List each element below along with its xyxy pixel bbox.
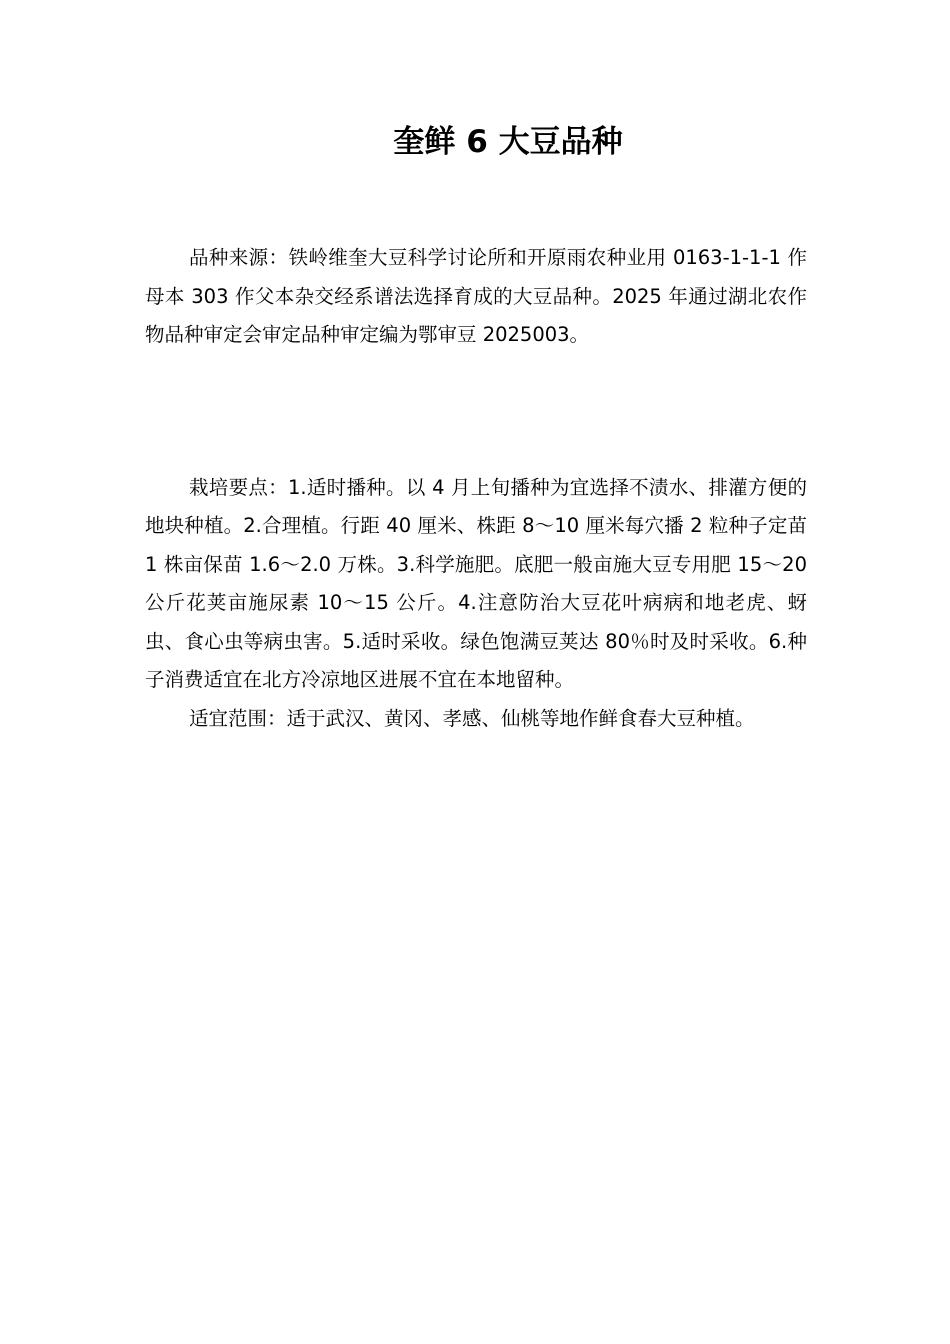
paragraph-suitable-range: 适宜范围：适于武汉、黄冈、孝感、仙桃等地作鲜食春大豆种植。 xyxy=(189,706,755,730)
document-body xyxy=(145,239,807,738)
paragraph-cultivation-points: 栽培要点：1.适时播种。以 4 月上旬播种为宜选择不渍水、排灌方便的地块种植。2.合理植。行距 40 厘米、株距 8～10 厘米每穴播 2 粒种子定苗 1 株亩保苗 1.6～2.0 万株。3.科学施肥。底肥一般亩施大豆专用肥 15～20 公斤花荚亩施尿素 10～15 公斤。4.注意防治大豆花叶病病和地老虎、蚜虫、食心虫等病虫害。5.适时采收。绿色饱满豆荚达 80％时及时采收。6.种子消费适宜在北方冷凉地区进展不宜在本地留种。 xyxy=(145,475,807,691)
paragraph-variety-source: 品种来源：铁岭维奎大豆科学讨论所和开原雨农种业用 0163-1-1-1 作母本 303 作父本杂交经系谱法选择育成的大豆品种。2025 年通过湖北农作物品种审定会审定品种审定编为鄂审豆 2025003。 xyxy=(145,246,807,346)
paragraph-spacer xyxy=(145,355,807,469)
document-title: 奎鲜 6 大豆品种 xyxy=(393,124,623,160)
